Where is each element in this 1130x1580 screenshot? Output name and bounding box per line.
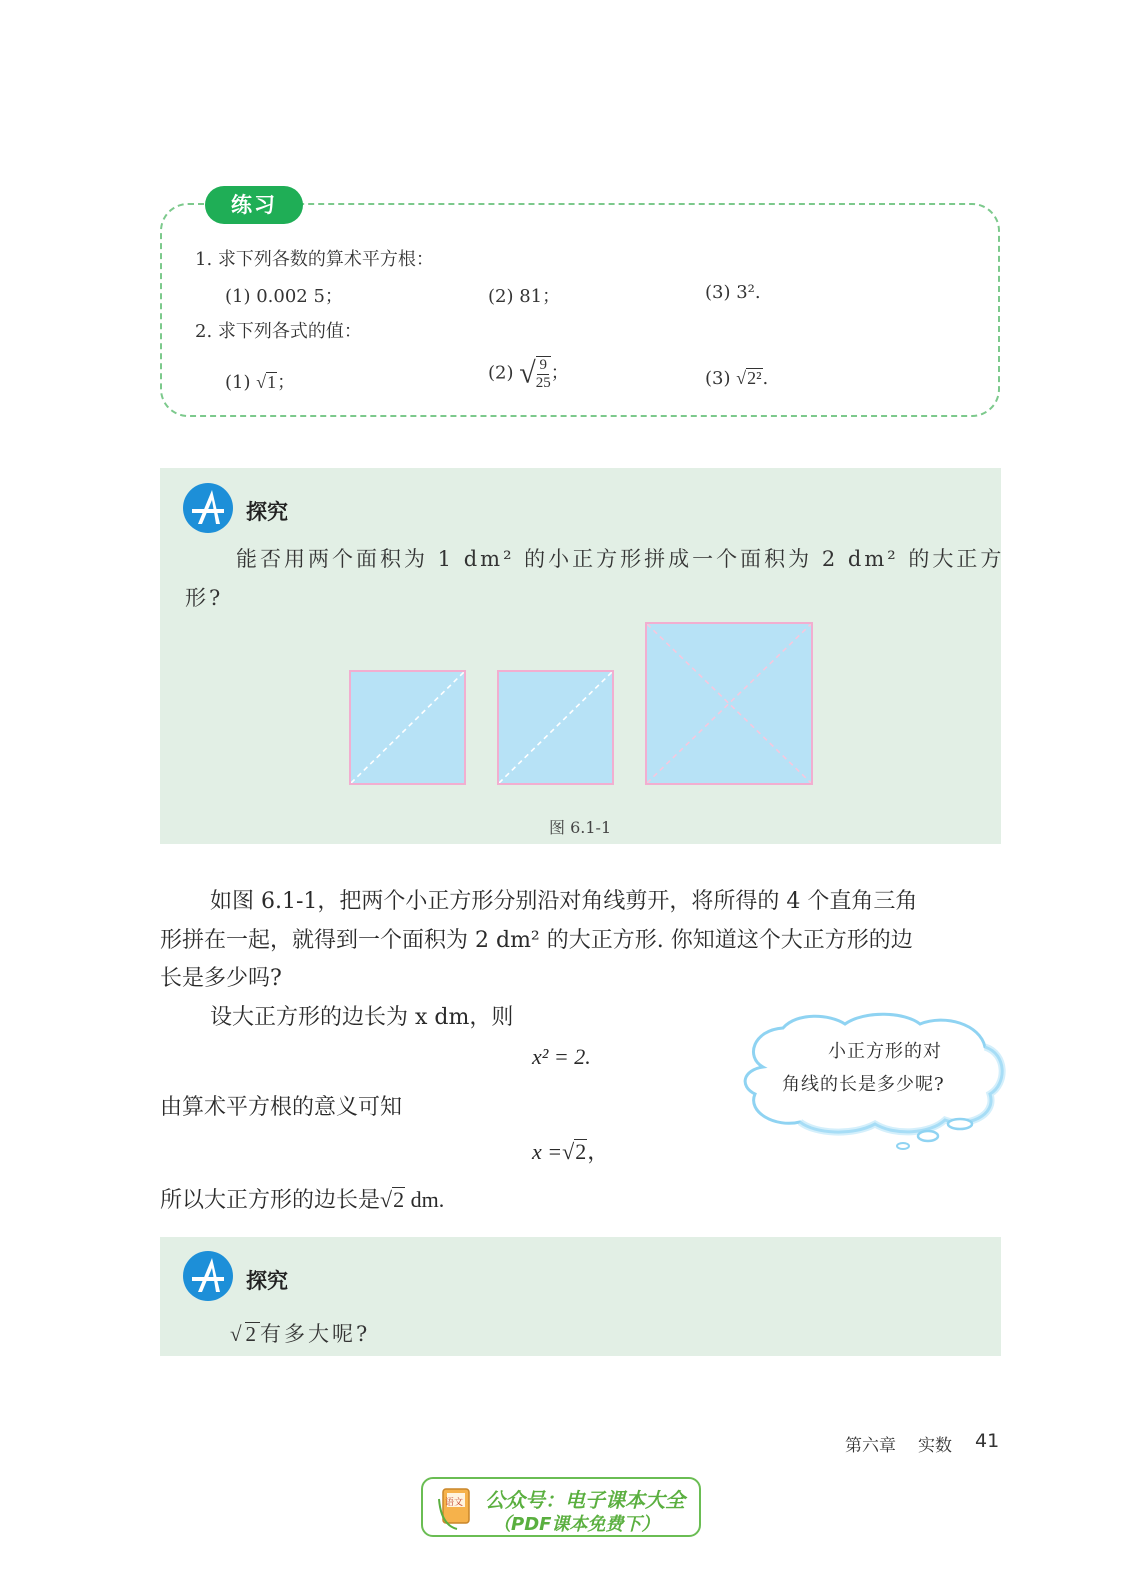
practice-q1-stem: 1. 求下列各数的算术平方根：	[195, 249, 434, 270]
paragraph-1-line-1: 如图 6.1-1，把两个小正方形分别沿对角线剪开，将所得的 4 个直角三角	[210, 889, 918, 914]
q2-item2-denominator: 25	[535, 374, 551, 391]
practice-tag: 练习	[205, 186, 303, 224]
q2-item3-label: (3)	[705, 368, 731, 389]
eq2-end: ，	[587, 1139, 610, 1164]
p4-post: dm.	[405, 1187, 445, 1212]
eq2-left: x =	[532, 1139, 563, 1164]
q2-item2-fraction	[536, 356, 551, 391]
explore-title-2: 探究	[246, 1269, 288, 1293]
practice-q2-stem: 2. 求下列各式的值：	[195, 321, 362, 342]
eq2-radicand: 2	[575, 1139, 587, 1164]
explore2-radicand: 2	[245, 1322, 260, 1346]
sqrt-sign: √	[736, 368, 747, 388]
sqrt-sign: √	[230, 1322, 245, 1346]
paragraph-1-line-2: 形拼在一起，就得到一个面积为 2 dm² 的大正方形. 你知道这个大正方形的边	[160, 928, 913, 953]
sqrt-sign: √	[519, 356, 536, 390]
watermark-line-1: 公众号：电子课本大全	[485, 1488, 685, 1512]
q2-item1-radicand: 1	[267, 372, 277, 392]
paragraph-3: 由算术平方根的意义可知	[160, 1095, 403, 1120]
practice-q1-item-2: (2) 81；	[488, 286, 561, 307]
q2-item1-label: (1)	[225, 372, 251, 393]
small-square-2	[497, 670, 614, 785]
paragraph-1-line-3: 长是多少吗?	[160, 966, 282, 991]
q2-item2-end: ；	[550, 362, 569, 384]
sqrt-sign: √	[256, 372, 267, 392]
practice-q2-item-3	[705, 368, 768, 389]
watermark-line-2: （PDF课本免费下）	[493, 1514, 660, 1535]
paragraph-2: 设大正方形的边长为 x dm，则	[210, 1005, 514, 1030]
small-square-1	[349, 670, 466, 785]
explore1-line-2: 形?	[185, 586, 224, 610]
bubble-line-2: 角线的长是多少呢?	[782, 1074, 945, 1095]
q2-item3-radicand: 2²	[747, 368, 762, 388]
bubble-line-1: 小正方形的对	[828, 1041, 942, 1062]
book-logo-text: 语文	[445, 1498, 464, 1508]
explore2-question-text: 有多大呢?	[260, 1322, 371, 1346]
q2-item1-end: ；	[277, 372, 296, 393]
equation-2	[532, 1135, 609, 1166]
practice-q1-item-1: (1) 0.002 5；	[225, 286, 343, 307]
explore-title-1: 探究	[246, 500, 288, 524]
figure-caption: 图 6.1-1	[549, 818, 612, 837]
diagonal-line	[351, 672, 464, 783]
practice-q1-item-3: (3) 3².	[705, 282, 761, 303]
footer-section: 实数	[918, 1436, 952, 1456]
practice-q2-item-2	[488, 356, 569, 391]
q2-item2-label: (2)	[488, 362, 514, 384]
large-square	[645, 622, 813, 785]
footer-chapter: 第六章	[845, 1436, 896, 1456]
page-number: 41	[975, 1430, 1000, 1452]
compass-icon	[182, 1250, 234, 1302]
diagonal-line	[499, 672, 612, 783]
book-logo-icon	[437, 1485, 475, 1531]
watermark-badge	[421, 1477, 701, 1537]
p4-radicand: 2	[393, 1187, 405, 1212]
sqrt-sign: √	[380, 1187, 393, 1212]
p4-pre: 所以大正方形的边长是	[160, 1188, 381, 1213]
diagonal-lines	[647, 624, 811, 783]
paragraph-4	[160, 1183, 444, 1214]
explore2-question	[230, 1318, 370, 1348]
explore1-line-1: 能否用两个面积为 1 dm² 的小正方形拼成一个面积为 2 dm² 的大正方	[236, 547, 1005, 571]
equation-1: x² = 2.	[532, 1044, 591, 1069]
q2-item2-numerator: 9	[539, 357, 547, 373]
practice-q2-item-1	[225, 368, 295, 394]
q2-item3-end: .	[762, 368, 769, 389]
compass-icon	[182, 482, 234, 534]
sqrt-sign: √	[562, 1139, 575, 1164]
